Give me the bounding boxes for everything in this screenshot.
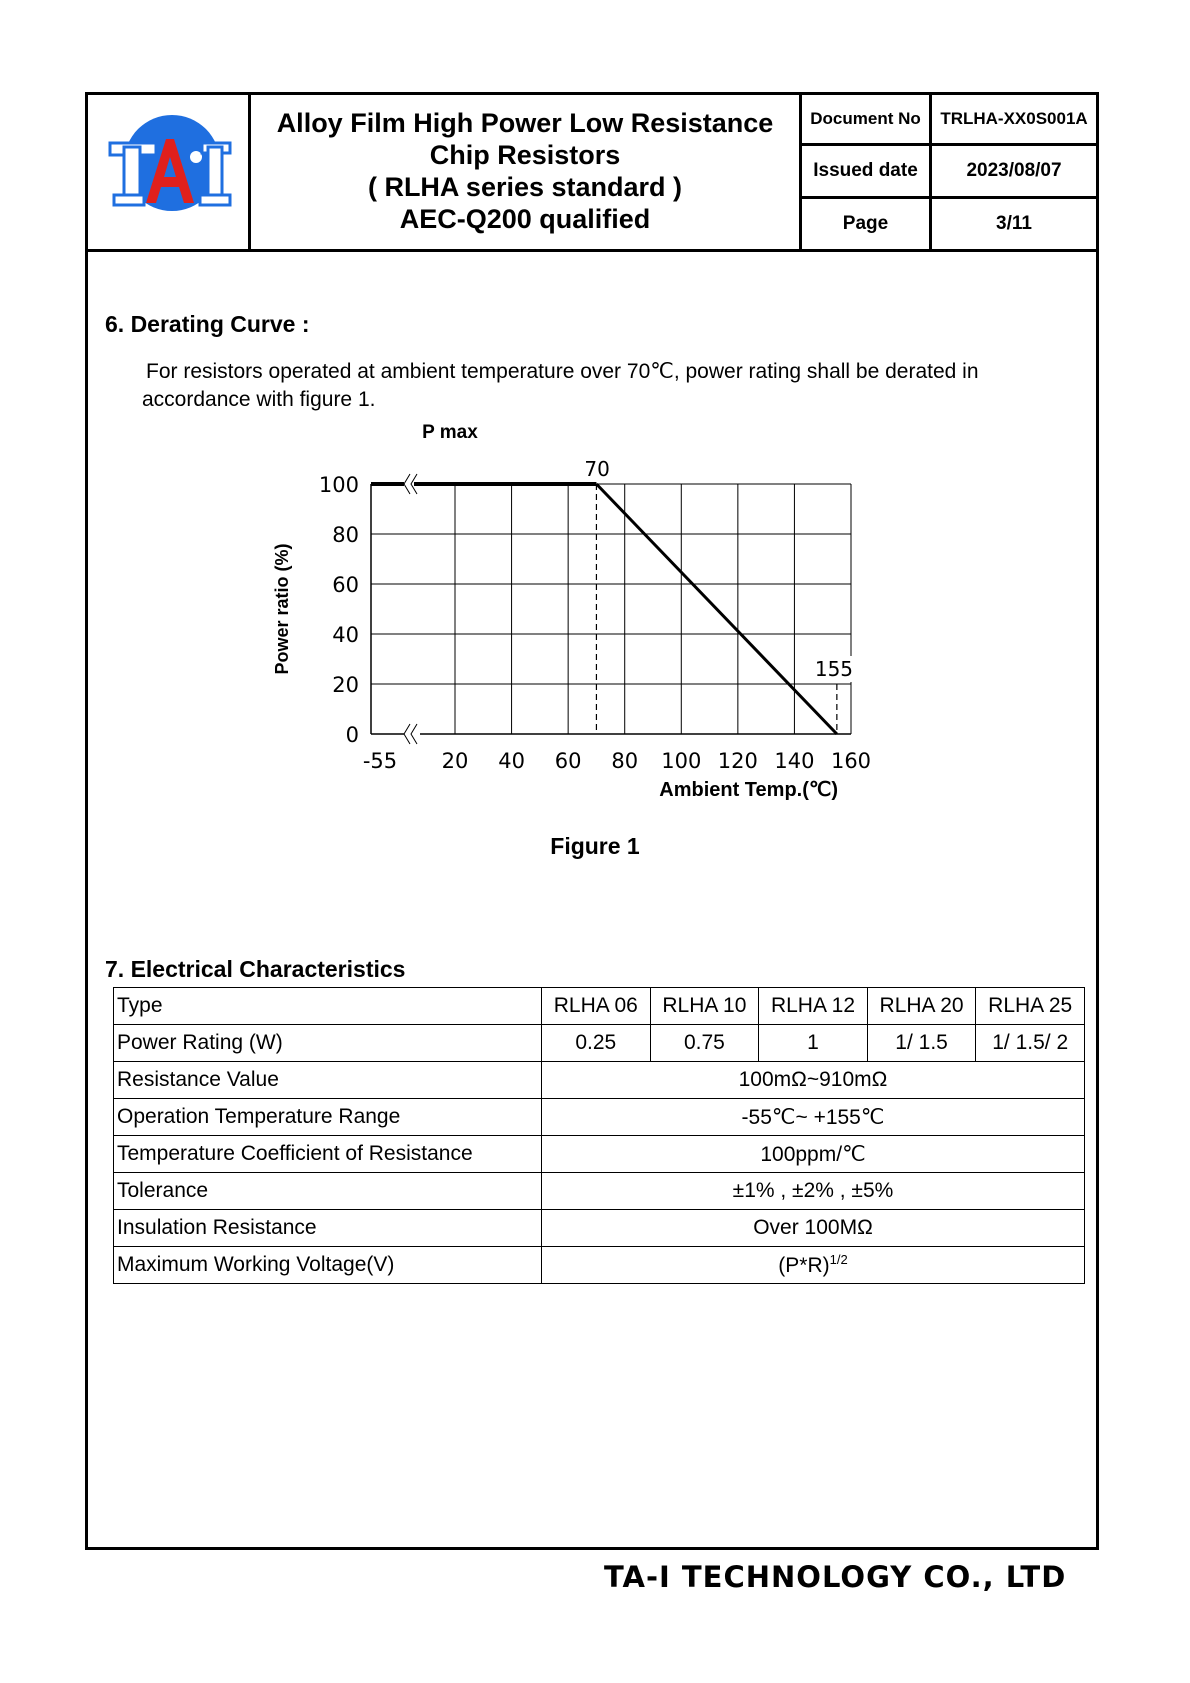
power-rlha06: 0.25 xyxy=(542,1025,651,1062)
power-rating-label: Power Rating (W) xyxy=(114,1025,542,1062)
page-value: 3/11 xyxy=(996,213,1032,234)
voltage-exponent: 1/2 xyxy=(829,1252,848,1267)
document-no-label: Document No xyxy=(802,95,932,146)
x-tick-label: 60 xyxy=(554,749,582,773)
x-tick-label: 80 xyxy=(611,749,639,773)
derating-chart xyxy=(260,420,880,810)
y-tick-label: 60 xyxy=(332,573,359,597)
document-title xyxy=(251,95,802,249)
power-rlha12: 1 xyxy=(759,1025,868,1062)
title-line-4: AEC-Q200 qualified xyxy=(399,204,651,234)
insulation-resistance-value: Over 100MΩ xyxy=(542,1210,1085,1247)
table-row xyxy=(114,1247,1085,1284)
x-tick-label: 40 xyxy=(498,749,525,773)
x-axis-label: Ambient Temp.(℃) xyxy=(659,779,838,801)
operation-temp-value: -55℃~ +155℃ xyxy=(542,1099,1085,1136)
max-voltage-value xyxy=(542,1247,1085,1284)
section-7-title: 7. Electrical Characteristics xyxy=(105,956,406,982)
paragraph-line-2: accordance with figure 1. xyxy=(142,388,376,411)
voltage-base: (P*R) xyxy=(778,1254,830,1277)
type-rlha25: RLHA 25 xyxy=(976,988,1085,1025)
insulation-resistance-label: Insulation Resistance xyxy=(114,1210,542,1247)
y-tick-label: 80 xyxy=(332,523,359,547)
page-label: Page xyxy=(802,199,932,249)
company-logo xyxy=(88,95,248,249)
table-row xyxy=(114,1210,1085,1247)
document-meta-table xyxy=(802,95,1096,249)
chart-title: P max xyxy=(422,422,478,443)
table-row xyxy=(114,1062,1085,1099)
x-tick-label: 140 xyxy=(774,749,815,773)
issued-date-value: 2023/08/07 xyxy=(932,146,1096,199)
power-rlha25: 1/ 1.5/ 2 xyxy=(976,1025,1085,1062)
title-line-2: Chip Resistors xyxy=(429,140,621,170)
type-rlha06: RLHA 06 xyxy=(542,988,651,1025)
operation-temp-label: Operation Temperature Range xyxy=(114,1099,542,1136)
company-footer: TA-I TECHNOLOGY CO., LTD xyxy=(604,1560,1067,1594)
tolerance-value: ±1% , ±2% , ±5% xyxy=(542,1173,1085,1210)
derating-chart-svg xyxy=(260,420,880,810)
resistance-value-label: Resistance Value xyxy=(114,1062,542,1099)
document-no-value: TRLHA-XX0S001A xyxy=(932,95,1096,146)
tolerance-label: Tolerance xyxy=(114,1173,542,1210)
type-rlha12: RLHA 12 xyxy=(759,988,868,1025)
y-tick-label: 40 xyxy=(332,623,359,647)
y-axis-label: Power ratio (%) xyxy=(272,543,292,675)
type-label: Type xyxy=(114,988,542,1025)
section-6-title: 6. Derating Curve : xyxy=(105,311,310,337)
annotation-70: 70 xyxy=(584,457,610,481)
table-row xyxy=(114,1136,1085,1173)
power-rlha20: 1/ 1.5 xyxy=(867,1025,976,1062)
table-row xyxy=(114,1173,1085,1210)
section-6-paragraph xyxy=(142,358,1042,414)
electrical-characteristics-table xyxy=(113,987,1085,1284)
tcr-value: 100ppm/℃ xyxy=(542,1136,1085,1173)
title-line-1: Alloy Film High Power Low Resistance xyxy=(276,108,774,138)
y-tick-label: 100 xyxy=(318,473,359,497)
annotation-155: 155 xyxy=(814,657,854,681)
power-rlha10: 0.75 xyxy=(650,1025,759,1062)
x-tick-label: -55 xyxy=(362,749,398,773)
table-row xyxy=(114,988,1085,1025)
x-tick-label: 160 xyxy=(830,749,872,773)
logo-cell xyxy=(88,95,251,249)
max-voltage-label: Maximum Working Voltage(V) xyxy=(114,1247,542,1284)
figure-caption: Figure 1 xyxy=(550,833,640,859)
tcr-label: Temperature Coefficient of Resistance xyxy=(114,1136,542,1173)
resistance-value: 100mΩ~910mΩ xyxy=(542,1062,1085,1099)
paragraph-line-1: For resistors operated at ambient temperature over 70℃, power rating shall be derated in xyxy=(146,360,979,383)
issued-date-label: Issued date xyxy=(802,146,932,199)
series-derating-slope xyxy=(596,484,836,734)
x-tick-label: 100 xyxy=(661,749,702,773)
y-tick-label: 0 xyxy=(345,723,359,747)
axis-break-bottom-mask xyxy=(404,722,420,746)
document-header xyxy=(88,95,1096,252)
x-tick-label: 120 xyxy=(717,749,758,773)
table-row xyxy=(114,1025,1085,1062)
type-rlha20: RLHA 20 xyxy=(867,988,976,1025)
x-tick-label: 20 xyxy=(441,749,469,773)
type-rlha10: RLHA 10 xyxy=(650,988,759,1025)
table-row xyxy=(114,1099,1085,1136)
y-tick-label: 20 xyxy=(332,673,359,697)
title-line-3: ( RLHA series standard ) xyxy=(367,172,683,202)
